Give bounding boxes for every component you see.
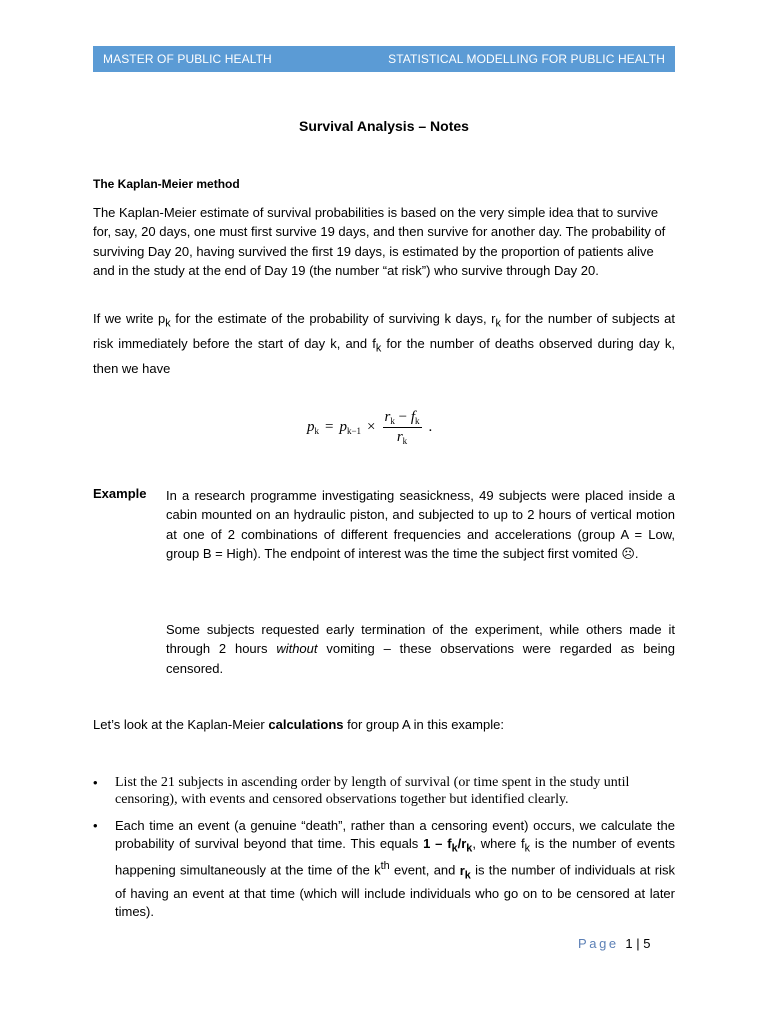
bullet-marker: • — [93, 775, 98, 790]
page-header — [93, 46, 675, 72]
bullet-marker: • — [93, 818, 98, 833]
current-page: 1 — [625, 936, 633, 951]
paragraph-calculations-intro: Let’s look at the Kaplan-Meier calculations for group A in this example: — [93, 717, 504, 732]
total-pages: 5 — [643, 936, 651, 951]
example-paragraph-2: Some subjects requested early termination of the experiment, while others made it through 2 hours without vomiting – these observations were regarded as being censored. — [166, 622, 675, 676]
list-item-text: List the 21 subjects in ascending order by length of survival (or time spent in the study until censoring), with events and censored observations together but identified clearly. — [115, 775, 630, 807]
list-item-text: Each time an event (a genuine “death”, rather than a censoring event) occurs, we calculate the probability of survival beyond that time. This equals $1 - f_k/r_k$, where $f_k$ is the number of events happening simultaneously at the time of the $k^{th}$ event, and $r_k$ is the number of individuals at risk of having an event at that time (which will include individuals who go on to be censored at later times). — [115, 818, 675, 919]
formula-fraction: $\frac{r_k - f_k}{r_k}$ — [384, 408, 420, 446]
header-right-text: STATISTICAL MODELLING FOR PUBLIC HEALTH — [388, 52, 665, 66]
example-label: Example — [93, 486, 147, 501]
example-paragraph-1: In a research programme investigating seasickness, 49 subjects were placed inside a cabin mounted on an hydraulic piston, and subjected to up to 2 hours of vertical motion at one of 2 combinations of different frequencies and accelerations (group A = Low, group B = High). The endpoint of interest was the time the subject first vomited ☹. — [166, 488, 675, 562]
section-heading: The Kaplan-Meier method — [93, 177, 240, 191]
paragraph-definitions: If we write $p_k$ for the estimate of the probability of surviving k days, $r_k$ for the number of subjects at risk immediately before the start of day k, and $f_k$ for the number of deaths observed during day k, then we have — [93, 311, 676, 376]
page-title: Survival Analysis – Notes — [299, 118, 469, 134]
kaplan-meier-formula: $p_k$ = $p_{k-1}$ × $\frac{r_k - f_k}{r_k}$ . — [307, 408, 433, 446]
paragraph-intro: The Kaplan-Meier estimate of survival probabilities is based on the very simple idea that to survive for, say, 20 days, one must first survive 19 days, and then survive for another day. The probability of surviving Day 20, having survived the first 19 days, is estimated by the proportion of patients alive and in the study at the end of Day 19 (the number “at risk”) who survive through Day 20. — [93, 205, 666, 279]
page-number: Page 1 | 5 — [578, 936, 651, 951]
page-separator: | — [636, 936, 640, 951]
header-left-text: MASTER OF PUBLIC HEALTH — [103, 52, 272, 66]
